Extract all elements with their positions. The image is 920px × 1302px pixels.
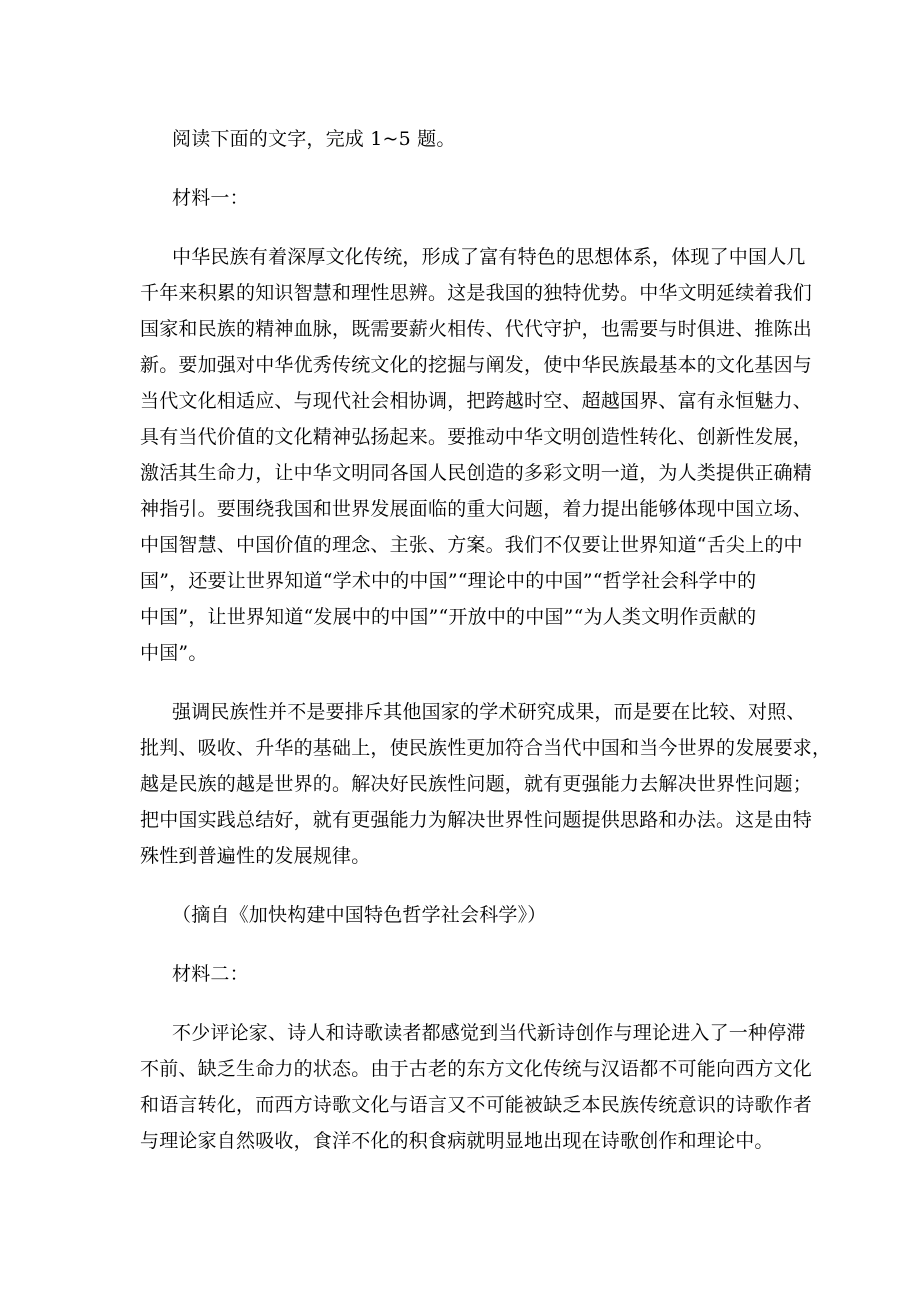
text-line: 与理论家自然吸收，食洋不化的积食病就明显地出现在诗歌创作和理论中。 xyxy=(140,1130,774,1152)
text-line: 激活其生命力，让中华文明同各国人民创造的多彩文明一道，为人类提供正确精 xyxy=(140,462,813,484)
intro-instruction: 阅读下面的文字，完成 1~5 题。 xyxy=(172,128,456,150)
material-two-heading: 材料二： xyxy=(172,963,249,985)
text-line: 中国”，让世界知道“发展中的中国”“开放中的中国”“为人类文明作贡献的 xyxy=(140,606,757,628)
material-one-source: （摘自《加快构建中国特色哲学社会科学》） xyxy=(172,904,547,926)
text-line: 和语言转化，而西方诗歌文化与语言又不可能被缺乏本民族传统意识的诗歌作者 xyxy=(140,1094,813,1116)
text-line: 中国智慧、中国价值的理念、主张、方案。我们不仅要让世界知道“舌尖上的中 xyxy=(140,534,803,556)
text-line: 把中国实践总结好，就有更强能力为解决世界性问题提供思路和办法。这是由特 xyxy=(140,809,813,831)
text-line: 强调民族性并不是要排斥其他国家的学术研究成果，而是要在比较、对照、 xyxy=(172,701,806,723)
text-line: 不前、缺乏生命力的状态。由于古老的东方文化传统与汉语都不可能向西方文化 xyxy=(140,1058,813,1080)
text-line: 中国”。 xyxy=(140,642,208,664)
text-line: 千年来积累的知识智慧和理性思辨。这是我国的独特优势。中华文明延续着我们 xyxy=(140,282,813,304)
text-line: 当代文化相适应、与现代社会相协调，把跨越时空、超越国界、富有永恒魅力、 xyxy=(140,390,813,412)
text-line: 神指引。要围绕我国和世界发展面临的重大问题，着力提出能够体现中国立场、 xyxy=(140,498,813,520)
text-line: 具有当代价值的文化精神弘扬起来。要推动中华文明创造性转化、创新性发展， xyxy=(140,426,813,448)
text-line: 国家和民族的精神血脉，既需要薪火相传、代代守护，也需要与时俱进、推陈出 xyxy=(140,318,813,340)
material-one-heading: 材料一： xyxy=(172,187,249,209)
text-line: 不少评论家、诗人和诗歌读者都感觉到当代新诗创作与理论进入了一种停滞 xyxy=(172,1022,806,1044)
text-line: 中华民族有着深厚文化传统，形成了富有特色的思想体系，体现了中国人几 xyxy=(172,246,806,268)
text-line: 国”，还要让世界知道“学术中的中国”“理论中的中国”“哲学社会科学中的 xyxy=(140,570,757,592)
text-line: 殊性到普遍性的发展规律。 xyxy=(140,845,371,867)
text-line: 新。要加强对中华优秀传统文化的挖掘与阐发，使中华民族最基本的文化基因与 xyxy=(140,354,813,376)
text-line: 批判、吸收、升华的基础上，使民族性更加符合当代中国和当今世界的发展要求， xyxy=(140,737,832,759)
text-line: 越是民族的越是世界的。解决好民族性问题，就有更强能力去解决世界性问题； xyxy=(140,773,813,795)
